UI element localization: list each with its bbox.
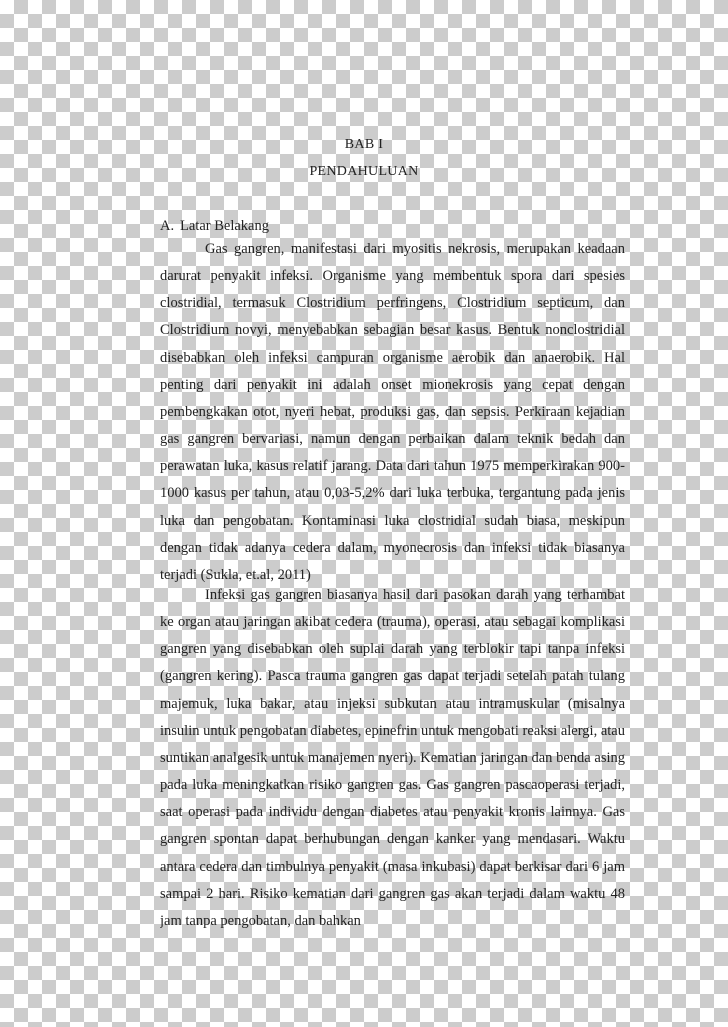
- paragraph-1: Gas gangren, manifestasi dari myositis nekrosis, merupakan keadaan darurat penyakit infeksi. Organisme yang membentuk spora dari spesies clostridial, termasuk Clostridium perfringens, Clostridium septicum, dan Clostridium novyi, menyebabkan sebagian besar kasus. Bentuk nonclostridial disebabkan oleh infeksi campuran organisme aerobik dan anaerobik. Hal penting dari penyakit ini adalah onset mionekrosis yang cepat dengan pembengkakan otot, nyeri hebat, produksi gas, dan sepsis. Perkiraan kejadian gas gangren bervariasi, namun dengan perbaikan dalam teknik bedah dan perawatan luka, kasus relatif jarang. Data dari tahun 1975 memperkirakan 900-1000 kasus per tahun, atau 0,03-5,2% dari luka terbuka, tergantung pada jenis luka dan pengobatan. Kontaminasi luka clostridial sudah biasa, meskipun dengan tidak adanya cedera dalam, myonecrosis dan infeksi tidak biasanya terjadi (Sukla, et.al, 2011): [160, 241, 625, 583]
- paragraph-2: Infeksi gas gangren biasanya hasil dari pasokan darah yang terhambat ke organ atau jaringan akibat cedera (trauma), operasi, atau sebagai komplikasi gangren yang disebabkan oleh suplai darah yang terblokir tapi tanpa infeksi (gangren kering). Pasca trauma gangren gas dapat terjadi setelah patah tulang majemuk, luka bakar, atau injeksi subkutan atau intramuskular (misalnya insulin untuk pengobatan diabetes, epinefrin untuk mengobati reaksi alergi, atau suntikan analgesik untuk manajemen nyeri). Kematian jaringan dan benda asing pada luka meningkatkan risiko gangren gas. Gas gangren pascaoperasi terjadi, saat operasi pada individu dengan diabetes atau penyakit kronis lainnya. Gas gangren spontan dapat berhubungan dengan kanker yang mendasari. Waktu antara cedera dan timbulnya penyakit (masa inkubasi) dapat berkisar dari 6 jam sampai 2 hari. Risiko kematian dari gangren gas akan terjadi dalam waktu 48 jam tanpa pengobatan, dan bahkan: [160, 587, 625, 928]
- section-heading: [160, 218, 269, 235]
- body-text-block-1: [160, 236, 625, 589]
- section-title: Latar Belakang: [180, 218, 269, 234]
- chapter-number: BAB I: [344, 137, 384, 152]
- body-text-block-2: [160, 582, 625, 928]
- chapter-title: PENDAHULUAN: [309, 164, 419, 179]
- section-letter: A.: [160, 218, 175, 234]
